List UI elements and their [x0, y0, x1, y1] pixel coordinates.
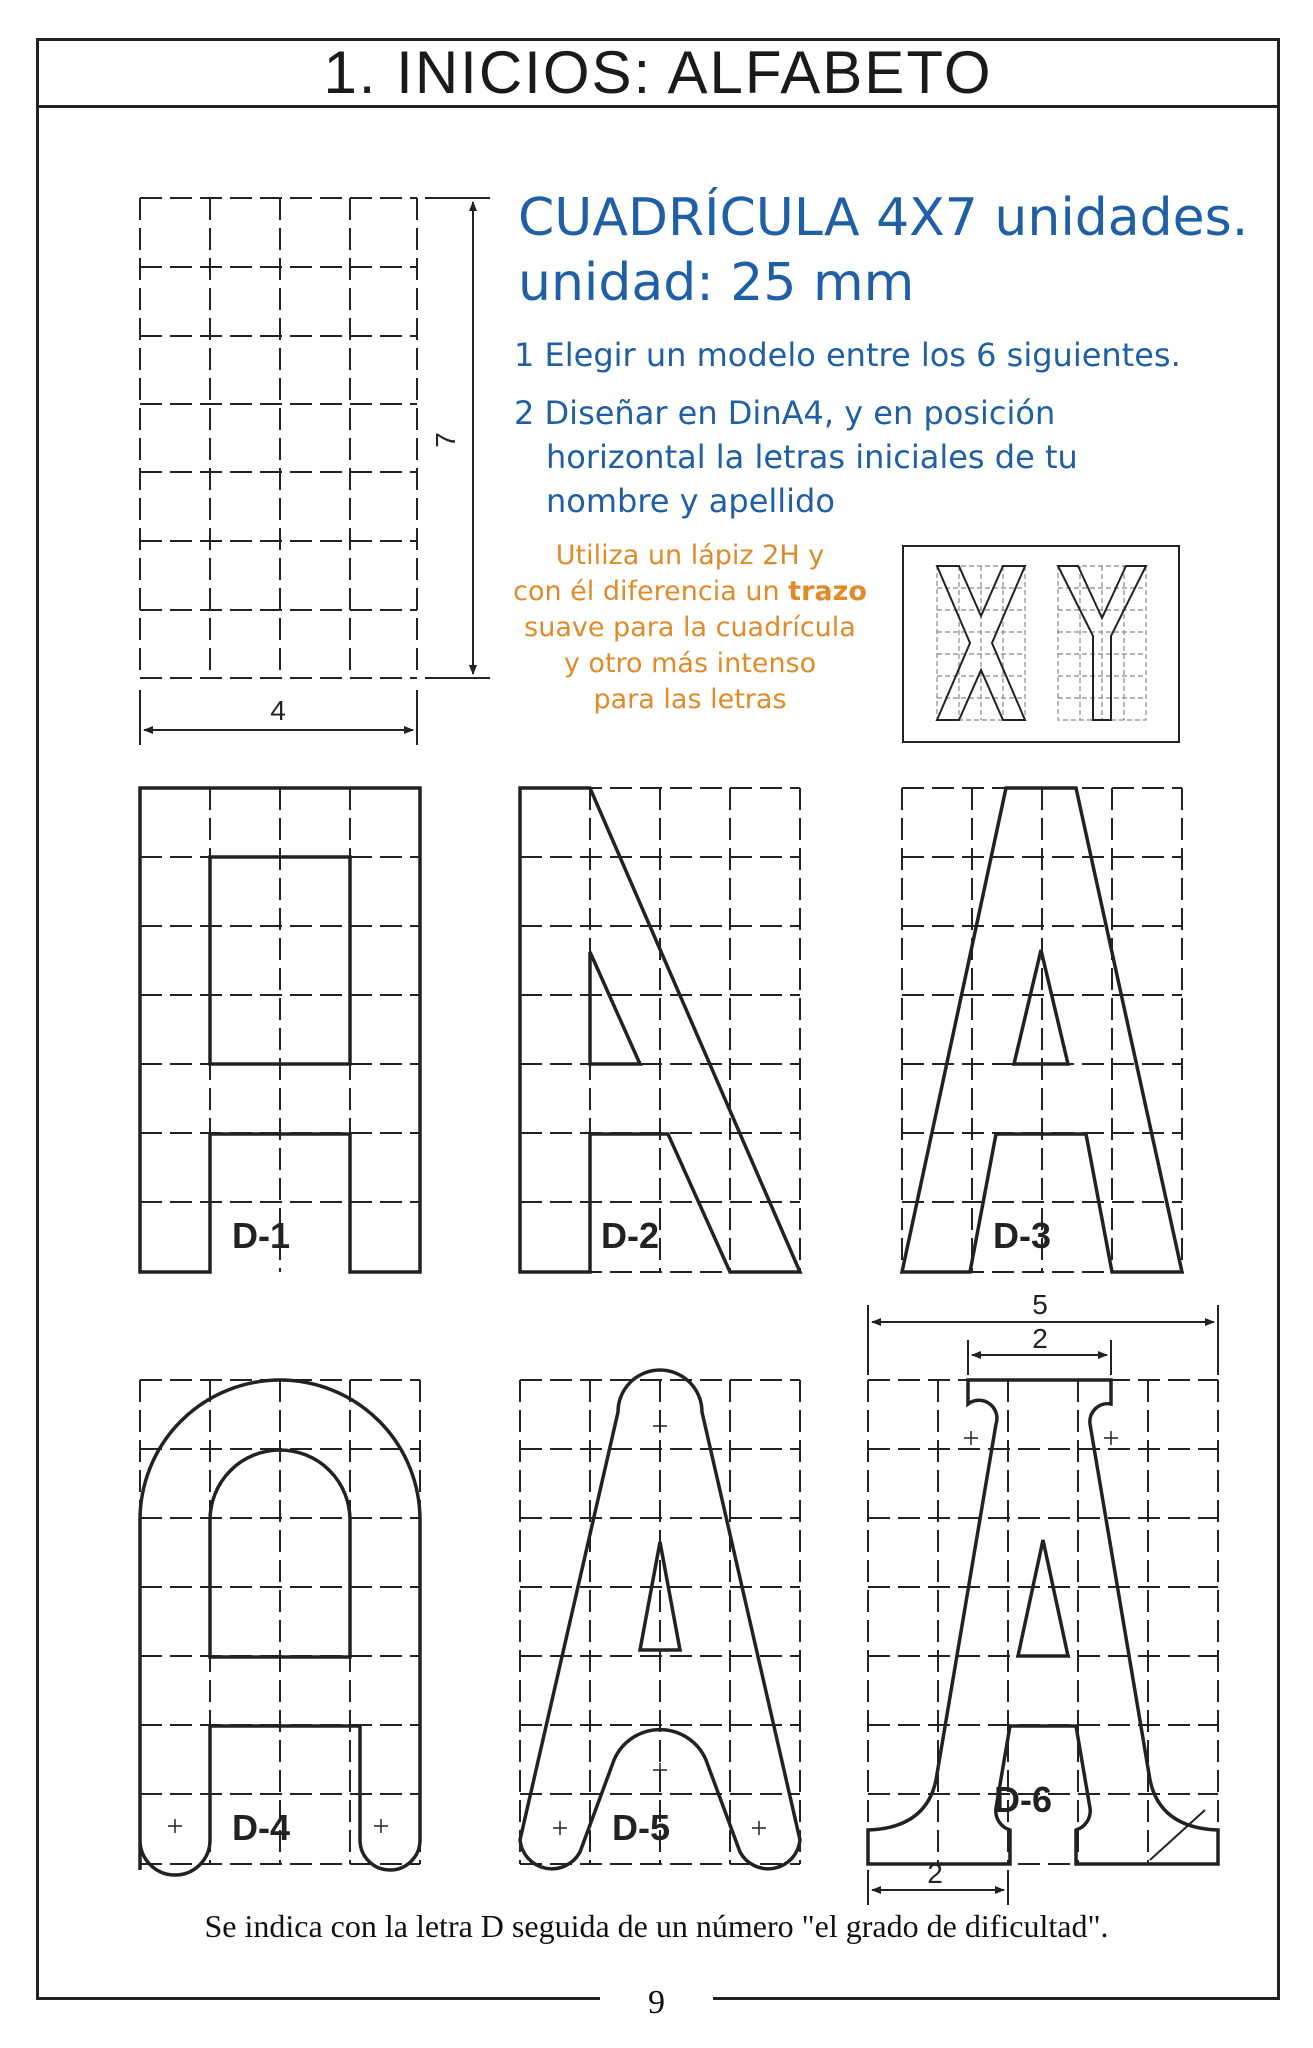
- grid-width-label: 4: [270, 695, 286, 726]
- label-d5: D-5: [612, 1807, 671, 1848]
- grid-height-label: 7: [430, 432, 461, 448]
- d6-dim-top-inner: 2: [1032, 1323, 1048, 1354]
- tip-line2-b: trazo: [788, 576, 867, 607]
- grid-d5: [520, 1380, 800, 1864]
- tip-line2-a: con él diferencia un: [513, 576, 789, 607]
- intro-heading-line1: CUADRÍCULA 4X7 unidades.: [518, 188, 1249, 248]
- intro-step2-line2: horizontal la letras iniciales de tu: [546, 438, 1078, 476]
- d6-dim-bottom: 2: [927, 1858, 943, 1889]
- intro-heading-line2: unidad: 25 mm: [518, 253, 915, 313]
- reference-grid: [140, 198, 417, 678]
- grid-d3: [902, 788, 1182, 1272]
- grid-d4: [140, 1380, 420, 1864]
- tip-line3: suave para la cuadrícula: [524, 612, 856, 643]
- grid-d2: [520, 788, 800, 1272]
- grid-d1: [140, 788, 420, 1272]
- label-d6: D-6: [994, 1779, 1053, 1820]
- intro-step2-line3: nombre y apellido: [546, 482, 835, 520]
- footnote: Se indica con la letra D seguida de un número "el grado de dificultad".: [204, 1908, 1109, 1944]
- label-d2: D-2: [601, 1215, 660, 1256]
- tip-line4: y otro más intenso: [563, 648, 817, 679]
- xy-example: [903, 546, 1179, 742]
- page-title: 1. INICIOS: ALFABETO: [323, 39, 993, 106]
- label-d3: D-3: [993, 1215, 1052, 1256]
- intro-step2-line1: 2 Diseñar en DinA4, y en posición: [514, 394, 1056, 432]
- tip-line5: para las letras: [593, 684, 787, 715]
- label-d4: D-4: [232, 1807, 291, 1848]
- page-number: 9: [600, 1984, 713, 2022]
- tip-line1: Utiliza un lápiz 2H y: [555, 540, 825, 571]
- d6-dim-top-outer: 5: [1032, 1289, 1048, 1320]
- label-d1: D-1: [232, 1215, 291, 1256]
- intro-step1: 1 Elegir un modelo entre los 6 siguientes.: [514, 336, 1181, 374]
